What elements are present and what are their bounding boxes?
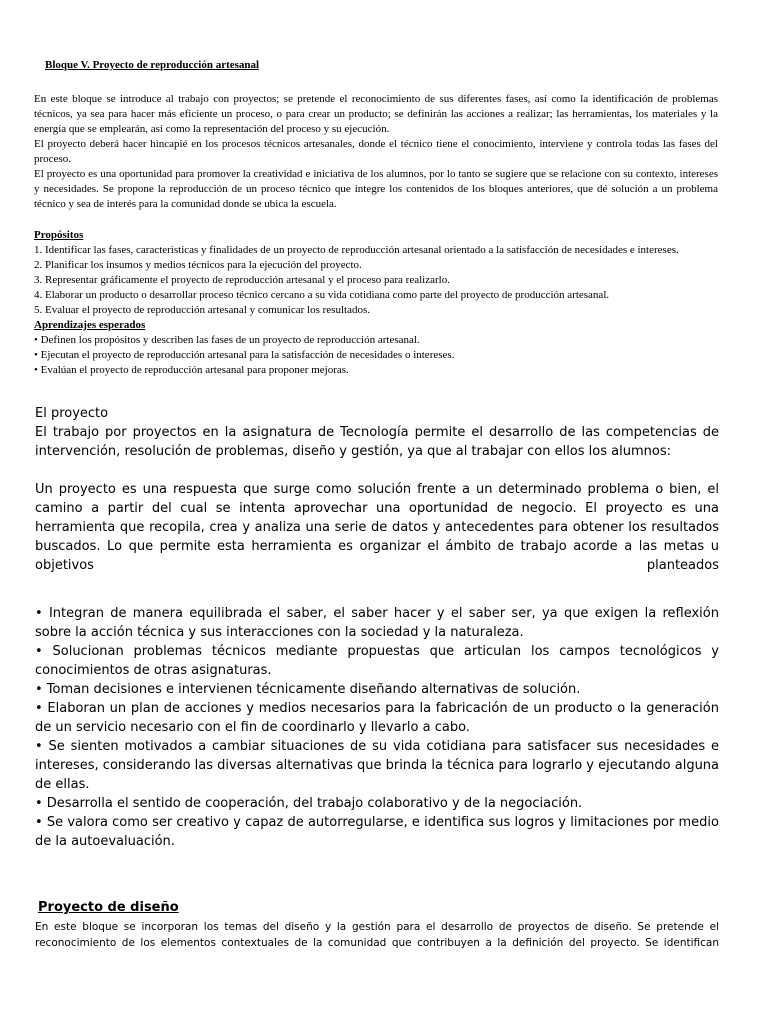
design-section bbox=[35, 899, 719, 951]
learning-item: • Evalúan el proyecto de reproducción artesanal para proponer mejoras. bbox=[34, 364, 349, 376]
block-heading: Bloque V. Proyecto de reproducción artesanal bbox=[45, 59, 260, 71]
project-bullet: • Se valora como ser creativo y capaz de autorregularse, e identifica sus logros y limitaciones por medio de la autoevaluación. bbox=[35, 815, 719, 849]
learnings-list bbox=[34, 333, 718, 378]
project-bullet: • Elaboran un plan de acciones y medios necesarios para la fabricación de un producto o la generación de un servicio necesario con el fin de coordinarlo y llevarlo a cabo. bbox=[35, 701, 719, 735]
project-bullet: • Integran de manera equilibrada el saber, el saber hacer y el saber ser, ya que exigen la reflexión sobre la acción técnica y sus interacciones con la sociedad y la naturaleza. bbox=[35, 606, 719, 640]
project-paragraph-2: Un proyecto es una respuesta que surge como solución frente a un determinado problema o bien, el camino a partir del cual se intenta aprovechar una oportunidad de negocio. El proyecto es una herramienta que recopila, crea y analiza una serie de datos y antecedentes para obtener los resultados buscados. Lo que permite esta herramienta es organizar el ámbito de trabajo acorde a las metas u objetivos planteados bbox=[35, 482, 719, 573]
intro-paragraph-3: El proyecto es una oportunidad para promover la creatividad e iniciativa de los alumnos, por lo tanto se sugiere que se relacione con su contexto, intereses y necesidades. Se propone la reproducción de un proceso técnico que integre los contenidos de los bloques anteriores, que dé solución a un problema técnico y sea de interés para la comunidad donde se ubica la escuela. bbox=[34, 168, 718, 210]
project-bullet: • Desarrolla el sentido de cooperación, del trabajo colaborativo y de la negociación. bbox=[35, 796, 583, 811]
learning-item: • Ejecutan el proyecto de reproducción artesanal para la satisfacción de necesidades o intereses. bbox=[34, 349, 455, 361]
purposes-list bbox=[34, 243, 718, 318]
learning-item: • Definen los propósitos y describen las fases de un proyecto de reproducción artesanal. bbox=[34, 334, 420, 346]
intro-paragraph-2: El proyecto deberá hacer hincapié en los procesos técnicos artesanales, donde el técnico tiene el conocimiento, interviene y controla todas las fases del proceso. bbox=[34, 138, 718, 165]
design-title: Proyecto de diseño bbox=[38, 900, 179, 915]
purpose-item: 2. Planificar los insumos y medios técnicos para la ejecución del proyecto. bbox=[34, 259, 362, 271]
purposes-heading: Propósitos bbox=[34, 229, 84, 241]
project-paragraph-1: El trabajo por proyectos en la asignatura de Tecnología permite el desarrollo de las competencias de intervención, resolución de problemas, diseño y gestión, ya que al trabajar con ellos los alumnos: bbox=[35, 425, 719, 459]
purpose-item: 1. Identificar las fases, características y finalidades de un proyecto de reproducción artesanal orientado a la satisfacción de necesidades e intereses. bbox=[34, 244, 679, 256]
project-bullet: • Toman decisiones e intervienen técnicamente diseñando alternativas de solución. bbox=[35, 682, 581, 697]
project-bullet: • Solucionan problemas técnicos mediante propuestas que articulan los campos tecnológicos y conocimientos de otras asignaturas. bbox=[35, 644, 719, 678]
purpose-item: 4. Elaborar un producto o desarrollar proceso técnico cercano a su vida cotidiana como parte del proyecto de producción artesanal. bbox=[34, 289, 610, 301]
purpose-item: 5. Evaluar el proyecto de reproducción artesanal y comunicar los resultados. bbox=[34, 304, 370, 316]
design-paragraph-1: En este bloque se incorporan los temas del diseño y la gestión para el desarrollo de proyectos de diseño. Se pretende el reconocimiento de los elementos contextuales de la comunidad que contribuyen a la definición del proyecto. Se identifican bbox=[35, 921, 719, 949]
intro-paragraph-1: En este bloque se introduce al trabajo con proyectos; se pretende el reconocimiento de sus diferentes fases, así como la identificación de problemas técnicos, ya sea para hacer más eficiente un proceso, o para crear un producto; se definirán las acciones a realizar; las herramientas, los materiales y la energía que se emplearán, así como la representación del proceso y su ejecución. bbox=[34, 93, 718, 135]
project-section bbox=[35, 404, 719, 851]
project-bullet: • Se sienten motivados a cambiar situaciones de su vida cotidiana para satisfacer sus necesidades e intereses, considerando las diversas alternativas que brinda la técnica para lograrlo y ejecutando alguna de ellas. bbox=[35, 739, 720, 792]
block-v-section bbox=[34, 58, 718, 378]
learnings-heading: Aprendizajes esperados bbox=[34, 319, 146, 331]
project-bullets bbox=[35, 604, 719, 851]
purpose-item: 3. Representar gráficamente el proyecto de reproducción artesanal y el proceso para realizarlo. bbox=[34, 274, 450, 286]
project-title: El proyecto bbox=[35, 406, 109, 421]
